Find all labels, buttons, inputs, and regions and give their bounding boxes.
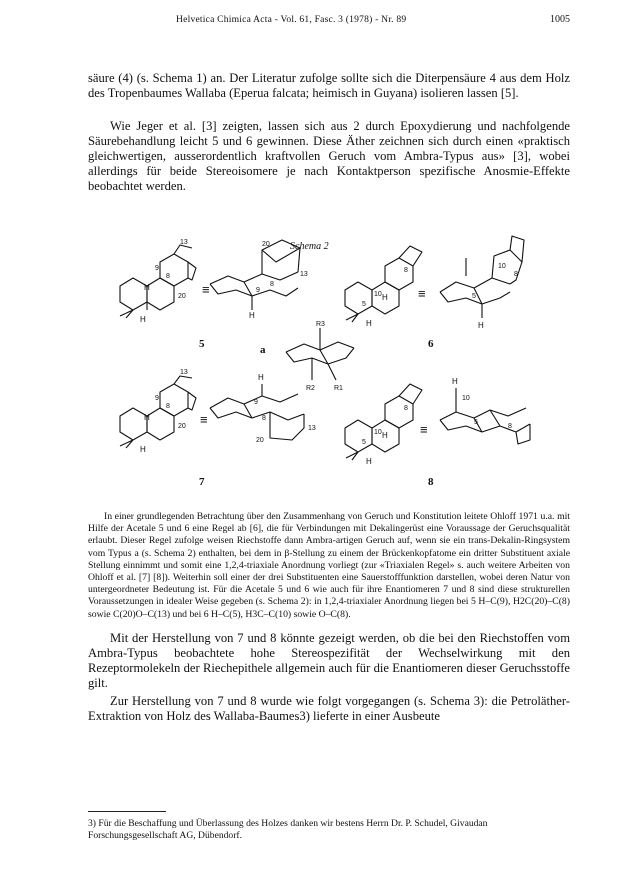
- atom-label: 10: [498, 263, 506, 270]
- equiv-sign: ≡: [420, 422, 428, 437]
- equiv-sign: ≡: [202, 282, 210, 297]
- equiv-sign: ≡: [418, 286, 426, 301]
- atom-label: 10: [462, 395, 470, 402]
- atom-label: 5: [472, 293, 476, 300]
- atom-label: 20: [178, 293, 186, 300]
- structure-7-planar: [120, 376, 196, 448]
- atom-label: 5: [362, 439, 366, 446]
- atom-label: 13: [180, 369, 188, 376]
- structure-a: [286, 328, 354, 380]
- atom-label: H: [452, 377, 458, 386]
- atom-label: 8: [404, 267, 408, 274]
- atom-label: 8: [404, 405, 408, 412]
- atom-label: H: [140, 445, 146, 454]
- atom-label: H: [478, 321, 484, 330]
- paragraph-2: Wie Jeger et al. [3] zeigten, lassen sich aus 2 durch Epoxydierung und nachfolgende Säurebehandlung leicht 5 und 6 gewinnen. Diese Äther zeichnen sich durch einen «praktisch gleichwertigen, ausserordentlich kraftvollen Geruch vom Ambra-Typus aus» [3], wobei allerdings für beide Stereoisomere je nach Kontaktperson spezifische Anosmie-Effekte beobachtet werden.: [88, 119, 570, 193]
- atom-label: H: [366, 457, 372, 466]
- atom-label: H: [249, 311, 255, 320]
- atom-label: 8: [166, 273, 170, 280]
- atom-label: 8: [166, 403, 170, 410]
- atom-label: H: [144, 283, 150, 292]
- structure-7-perspective: [210, 384, 304, 440]
- atom-label: 5: [362, 301, 366, 308]
- atom-label: 20: [178, 423, 186, 430]
- atom-label: 10: [374, 291, 382, 298]
- compound-label-8: 8: [428, 476, 434, 488]
- paragraph-1: säure (4) (s. Schema 1) an. Der Literatur zufolge sollte sich die Diterpensäure 4 aus dem Holz des Tropenbaumes Wallaba (Eperua falcata; heimisch in Guyana) isolieren lassen [5].: [88, 71, 570, 100]
- structure-5-planar: [120, 245, 196, 318]
- footnote: 3) Für die Beschaffung und Überlassung des Holzes danken wir bestens Herrn Dr. P. Schudel, Givaudan Forschungsgesellschaft AG, Dübendorf.: [88, 818, 488, 841]
- structure-6-perspective: [440, 236, 524, 318]
- atom-label: 9: [256, 287, 260, 294]
- atom-label: H: [366, 319, 372, 328]
- footnote-rule: [88, 811, 166, 812]
- atom-label: H: [382, 431, 388, 440]
- structure-8-perspective: [440, 388, 530, 444]
- atom-label: 9: [155, 265, 159, 272]
- structure-6-planar: [345, 246, 422, 322]
- atom-label: 13: [300, 271, 308, 278]
- atom-label: R2: [306, 385, 315, 392]
- atom-label: 13: [180, 239, 188, 246]
- atom-label: 20: [256, 437, 264, 444]
- atom-label: H: [144, 413, 150, 422]
- atom-label: H: [140, 315, 146, 324]
- atom-label: H: [258, 373, 264, 382]
- atom-label: 10: [374, 429, 382, 436]
- compound-label-5: 5: [199, 338, 205, 350]
- running-header: Helvetica Chimica Acta - Vol. 61, Fasc. 3 (1978) - Nr. 89: [176, 14, 407, 25]
- scheme-caption: Schema 2: [290, 241, 329, 252]
- structure-5-perspective: [210, 240, 300, 310]
- atom-label: 13: [308, 425, 316, 432]
- atom-label: 9: [254, 399, 258, 406]
- paragraph-3: Mit der Herstellung von 7 und 8 könnte gezeigt werden, ob die bei den Riechstoffen vom Ambra-Typus beobachtete hohe Stereospezifität der Wechselwirkung mit den Rezeptormolekeln der Riechepithele allgemein auch für die Enantiomeren dieser Geruchsstoffe gilt.: [88, 631, 570, 690]
- structure-8-planar: [345, 384, 422, 460]
- compound-label-7: 7: [199, 476, 205, 488]
- atom-label: R3: [316, 321, 325, 328]
- page-number: 1005: [550, 14, 570, 25]
- atom-label: 9: [155, 395, 159, 402]
- atom-label: H: [382, 293, 388, 302]
- atom-label: 20: [262, 241, 270, 248]
- atom-label: R1: [334, 385, 343, 392]
- equiv-sign: ≡: [200, 412, 208, 427]
- paragraph-4: Zur Herstellung von 7 und 8 wurde wie folgt vorgegangen (s. Schema 3): die Petroläther-Extraktion von Holz des Wallaba-Baumes3) lieferte in einer Ausbeute: [88, 694, 570, 723]
- atom-label: 8: [270, 281, 274, 288]
- atom-label: 8: [514, 271, 518, 278]
- compound-label-6: 6: [428, 338, 434, 350]
- commentary-paragraph: In einer grundlegenden Betrachtung über den Zusammenhang von Geruch und Konstitution leitete Ohloff 1971 u.a. mit Hilfe der Acetale 5 und 6 eine Regel ab [6], die für Verbindungen mit Dekalingerüst eine Voraussage der Geruchsqualität erlaubt. Dieser Regel zufolge weisen Riechstoffe dann Ambra-artigen Geruch auf, wenn sie ein trans-Dekalin-Ringsystem vom Typus a (s. Schema 2) enthalten, bei dem in β-Stellung zu einem der Brückenkopfatome ein dritter Substituent axiale Stellung einnimmt und somit eine 1,2,4-triaxiale Anordnung vorliegt (zur «Triaxialen Regel» s. auch weitere Arbeiten von Ohloff et al. [7] [8]). Weiterhin soll einer der drei Substituenten eine Sauerstofffunktion darstellen, wobei deren Natur von untergeordneter Bedeutung ist. Für die Acetale 5 und 6 wie auch für ihre Enantiomeren 7 und 8 sind diese strukturellen Voraussetzungen in idealer Weise gegeben (s. Schema 2): in 1,2,4-triaxialer Anordnung liegen bei 5 H–C(9), H2C(20)–C(8) sowie C(20)O–C(13) und bei 6 H–C(5), H3C–C(10) sowie O–C(8).: [88, 511, 570, 620]
- atom-label: 8: [508, 423, 512, 430]
- atom-label: 5: [474, 419, 478, 426]
- atom-label: 8: [262, 415, 266, 422]
- compound-label-a: a: [260, 344, 266, 356]
